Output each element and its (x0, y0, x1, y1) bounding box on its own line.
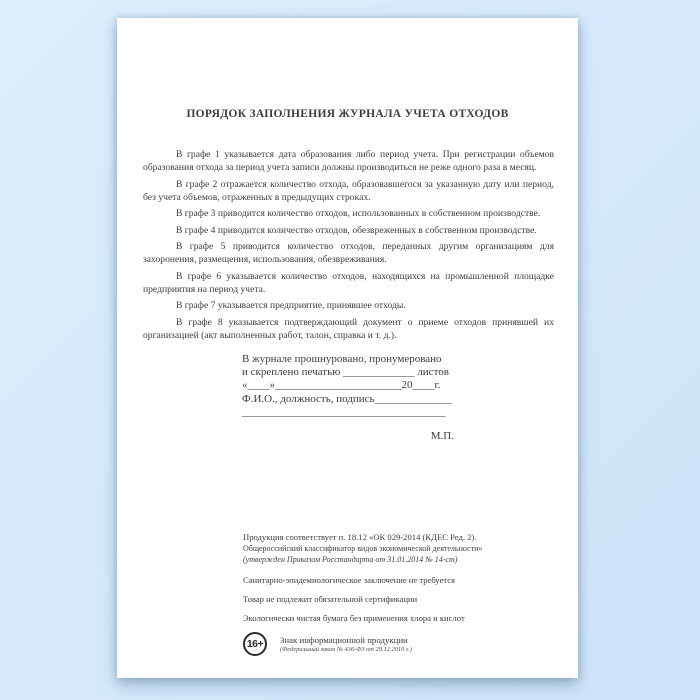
binding-line-5-blank: _____________________________________ (242, 406, 446, 419)
ecology-note: Экологически чистая бумага без применения хлора и кислот (243, 612, 465, 623)
paragraph-grafa-2: В графе 2 отражается количество отхода, образовавшегося за указанную дату или период, без учета объемов, отраженных в предыдущих строках. (143, 178, 554, 203)
info-sign-row (243, 632, 543, 656)
age-rating-16-icon: 16+ (243, 632, 267, 656)
paragraph-grafa-6: В графе 6 указывается количество отходов, находящихся на промышленной площадке предприятия на период учета. (143, 270, 554, 295)
document-footer (243, 532, 543, 656)
paragraph-grafa-7: В графе 7 указывается предприятие, принявшее отходы. (176, 300, 406, 311)
paragraph-grafa-8: В графе 8 указывается подтверждающий документ о приеме отходов принявшей их организацией (акт выполненных работ, талон, справка и т. д.). (143, 316, 554, 341)
binding-line-1: В журнале прошнуровано, пронумеровано (242, 352, 442, 365)
paragraph-grafa-1: В графе 1 указывается дата образования либо период учета. При регистрации объемов образования отхода за период учета записи должны производиться не реже одного раза в месяц. (143, 149, 554, 173)
product-compliance-block (243, 532, 543, 565)
product-compliance-line-3: (утвержден Приказом Росстандарта от 31.01.2014 № 14-ст) (243, 554, 458, 564)
stamp-place-label: М.П. (430, 429, 454, 442)
product-compliance-line-1: Продукция соответствует п. 18.12 «ОК 029-2014 (КДЕС Ред. 2). (243, 531, 477, 542)
document-title: ПОРЯДОК ЗАПОЛНЕНИЯ ЖУРНАЛА УЧЕТА ОТХОДОВ (186, 108, 509, 120)
paragraph-grafa-5: В графе 5 приводится количество отходов, переданных другим организациям для захоронения, размещения, использования, обезвреживания. (143, 241, 554, 265)
info-sign-title: Знак информационной продукции (280, 634, 408, 645)
journal-binding-block (242, 353, 458, 443)
info-sign-law: (Федеральный закон № 436-ФЗ от 29.12.2010 г.) (280, 645, 413, 653)
document-body (143, 148, 554, 342)
document-page (117, 18, 578, 678)
sanitary-note: Санитарно-эпидемиологическое заключение не требуется (243, 574, 456, 585)
product-compliance-line-2: Общероссийский классификатор видов экономической деятельности» (243, 543, 483, 553)
binding-line-4-signature-blank: Ф.И.О., должность, подпись______________ (242, 392, 452, 405)
certification-note: Товар не подлежит обязательной сертификации (243, 593, 418, 604)
binding-line-2-sheets-blank: и скреплено печатью _____________ листов (242, 365, 449, 378)
info-sign-text (280, 632, 412, 654)
paragraph-grafa-4: В графе 4 приводится количество отходов, обезвреженных в собственном производстве. (176, 224, 537, 236)
binding-line-3-date-blank: «____»_______________________20____г. (242, 379, 441, 392)
paragraph-grafa-3: В графе 3 приводится количество отходов, использованных в собственном производстве. (176, 208, 541, 219)
